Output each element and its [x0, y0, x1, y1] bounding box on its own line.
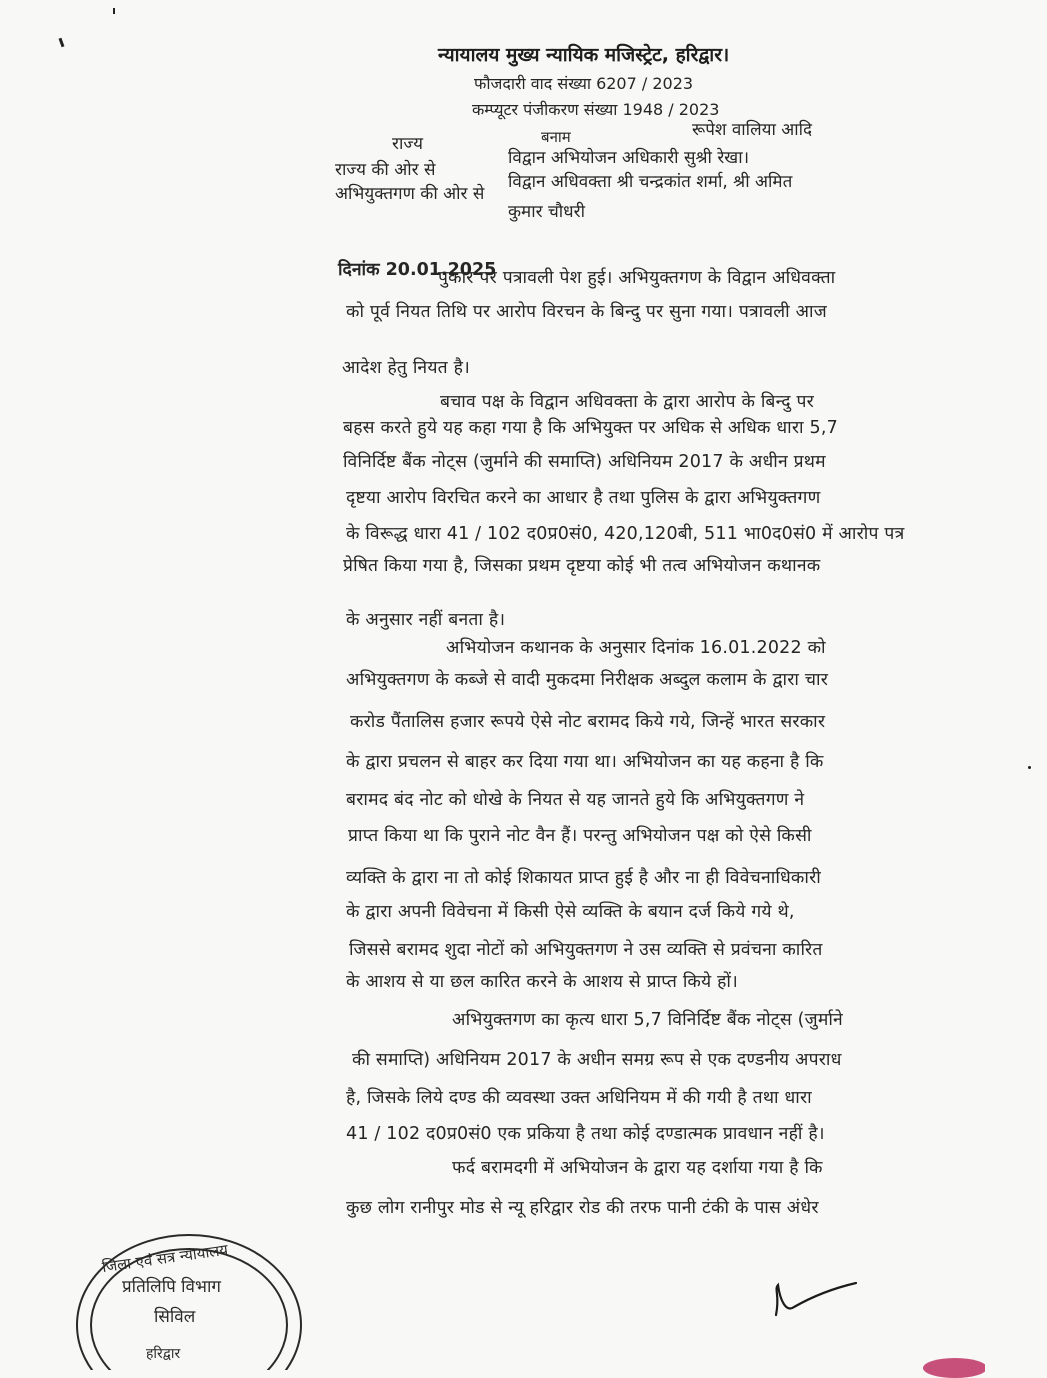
order-line: बहस करते हुये यह कहा गया है कि अभियुक्त पर अधिक से अधिक धारा 5,7	[343, 418, 838, 438]
judge-signature	[768, 1275, 863, 1325]
order-line: के द्वारा अपनी विवेचना में किसी ऐसे व्यक्ति के बयान दर्ज किये गये थे,	[346, 902, 795, 922]
order-line: के अनुसार नहीं बनता है।	[346, 610, 506, 630]
for-state-label: राज्य की ओर से	[335, 160, 436, 180]
order-line: व्यक्ति के द्वारा ना तो कोई शिकायत प्राप्त हुई है और ना ही विवेचनाधिकारी	[346, 868, 821, 888]
order-line: के विरूद्ध धारा 41 / 102 द0प्र0सं0, 420,120बी, 511 भा0द0सं0 में आरोप पत्र	[346, 524, 905, 544]
order-line: जिससे बरामद शुदा नोटों को अभियुक्तगण ने उस व्यक्ति से प्रवंचना कारित	[349, 940, 823, 960]
court-seal-stamp	[74, 1230, 314, 1370]
order-line: 41 / 102 द0प्र0सं0 एक प्रकिया है तथा कोई दण्डात्मक प्रावधान नहीं है।	[346, 1124, 825, 1144]
order-date: दिनांक 20.01.2025	[338, 260, 497, 280]
order-line: बचाव पक्ष के विद्वान अधिवक्ता के द्वारा आरोप के बिन्दु पर	[440, 392, 814, 412]
seal-text-civil: सिविल	[154, 1307, 196, 1327]
order-line: अभियुक्तगण का कृत्य धारा 5,7 विनिर्दिष्ट बैंक नोट्स (जुर्माने	[452, 1010, 843, 1030]
order-line: विनिर्दिष्ट बैंक नोट्स (जुर्माने की समाप्ति) अधिनियम 2017 के अधीन प्रथम	[343, 452, 826, 472]
margin-mark	[59, 38, 65, 47]
seal-text-bottom: हरिद्वार	[146, 1346, 181, 1362]
registration-number: कम्प्यूटर पंजीकरण संख्या 1948 / 2023	[472, 100, 720, 119]
for-accused-counsel: विद्वान अधिवक्ता श्री चन्द्रकांत शर्मा, श्री अमित	[508, 172, 793, 192]
order-line: है, जिसके लिये दण्ड की व्यवस्था उक्त अधिनियम में की गयी है तथा धारा	[346, 1088, 812, 1108]
order-line: अभियोजन कथानक के अनुसार दिनांक 16.01.2022 को	[446, 638, 826, 658]
corner-ink-mark	[915, 1348, 985, 1378]
for-accused-counsel-cont: कुमार चौधरी	[508, 202, 585, 222]
margin-mark	[113, 8, 115, 14]
order-line: कुछ लोग रानीपुर मोड से न्यू हरिद्वार रोड की तरफ पानी टंकी के पास अंधेर	[346, 1198, 819, 1218]
order-line: की समाप्ति) अधिनियम 2017 के अधीन समग्र रूप से एक दण्डनीय अपराध	[352, 1050, 842, 1070]
seal-text-top: जिला एवं सत्र न्यायालय	[100, 1240, 230, 1277]
court-title: न्यायालय मुख्य न्यायिक मजिस्ट्रेट, हरिद्वार।	[438, 44, 730, 66]
order-line: पुकार पर पत्रावली पेश हुई। अभियुक्तगण के विद्वान अधिवक्ता	[438, 268, 836, 288]
order-line: प्राप्त किया था कि पुराने नोट वैन हैं। परन्तु अभियोजन पक्ष को ऐसे किसी	[348, 826, 812, 846]
order-line: अभियुक्तगण के कब्जे से वादी मुकदमा निरीक्षक अब्दुल कलाम के द्वारा चार	[346, 670, 829, 690]
order-line: दृष्टया आरोप विरचित करने का आधार है तथा पुलिस के द्वारा अभियुक्तगण	[346, 488, 821, 508]
order-line: के आशय से या छल कारित करने के आशय से प्राप्त किये हों।	[346, 972, 738, 992]
accused-name: रूपेश वालिया आदि	[692, 120, 813, 140]
margin-mark	[1028, 766, 1031, 769]
order-line: को पूर्व नियत तिथि पर आरोप विरचन के बिन्दु पर सुना गया। पत्रावली आज	[346, 302, 827, 322]
order-line: प्रेषित किया गया है, जिसका प्रथम दृष्टया कोई भी तत्व अभियोजन कथानक	[343, 556, 821, 576]
case-number: फौजदारी वाद संख्या 6207 / 2023	[474, 74, 694, 93]
order-line: के द्वारा प्रचलन से बाहर कर दिया गया था। अभियोजन का यह कहना है कि	[346, 752, 824, 772]
for-accused-label: अभियुक्तगण की ओर से	[335, 184, 485, 204]
order-line: आदेश हेतु नियत है।	[342, 358, 470, 378]
seal-text-department: प्रतिलिपि विभाग	[122, 1277, 221, 1297]
order-line: फर्द बरामदगी में अभियोजन के द्वारा यह दर्शाया गया है कि	[452, 1158, 823, 1178]
order-line: करोड पैंतालिस हजार रूपये ऐसे नोट बरामद किये गये, जिन्हें भारत सरकार	[350, 712, 826, 732]
order-line: बरामद बंद नोट को धोखे के नियत से यह जानते हुये कि अभियुक्तगण ने	[346, 790, 805, 810]
for-state-counsel: विद्वान अभियोजन अधिकारी सुश्री रेखा।	[508, 148, 750, 168]
state-label: राज्य	[392, 134, 423, 154]
versus-label: बनाम	[541, 128, 571, 146]
